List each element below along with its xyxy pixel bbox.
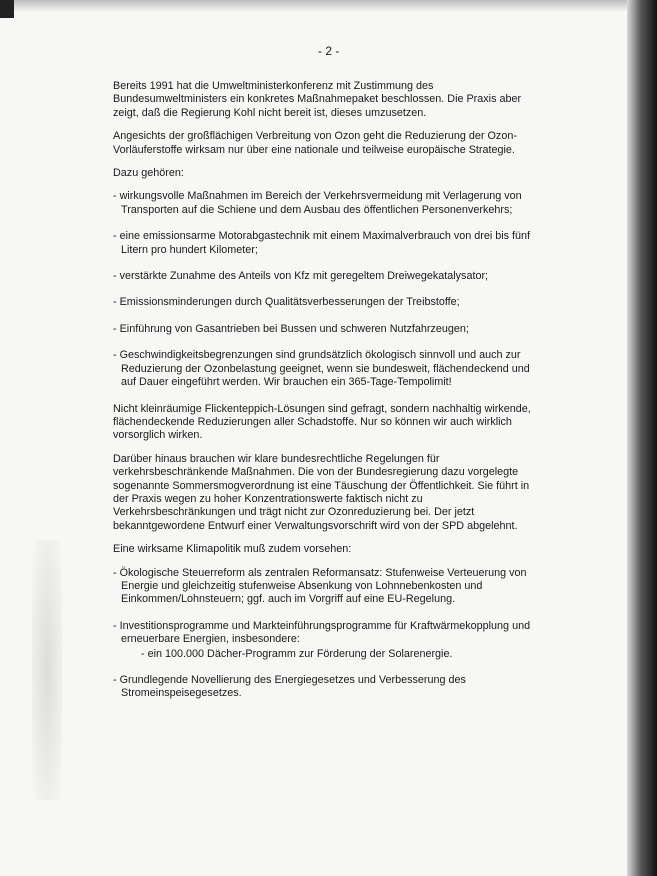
scan-top-shadow xyxy=(0,0,657,12)
list-item: - Grundlegende Novellierung des Energiegesetzes und Verbesserung des Stromeinspeisegesetzes. xyxy=(113,674,466,700)
climate-policy-list xyxy=(113,567,543,701)
list-item: - wirkungsvolle Maßnahmen im Bereich der Verkehrsvermeidung mit Verlagerung von Transporten auf die Schiene und dem Ausbau des öffentlichen Personenverkehrs; xyxy=(113,190,522,216)
scan-corner-mark xyxy=(0,0,14,18)
paragraph-5: Darüber hinaus brauchen wir klare bundesrechtliche Regelungen für verkehrsbeschränkende Maßnahmen. Die von der Bundesregierung dazu vorgelegte sogenannte Sommersmogverordnung ist eine Täuschung der Öffentlichkeit. Sie führt in der Praxis wegen zu hoher Konzentrationswerte faktisch nicht zu Verkehrsbeschränkungen und trägt nicht zur Ozonreduzierung bei. Der jetzt bekanntgewordene Entwurf einer Verwaltungsvorschrift wird von der SPD abgelehnt. xyxy=(113,452,530,532)
list-item-text: - Investitionsprogramme und Markteinführungsprogramme für Kraftwärmekopplung und erneuerbare Energien, insbesondere: xyxy=(113,619,531,646)
list-item: - Einführung von Gasantrieben bei Bussen und schweren Nutzfahrzeugen; xyxy=(113,322,469,335)
scan-smudge xyxy=(32,540,62,800)
paragraph-4: Nicht kleinräumige Flickenteppich-Lösungen sind gefragt, sondern nachhaltig wirkende, flächendeckende Reduzierungen aller Schadstoffe. Nur so können wir auch wirklich vorsorglich wirken. xyxy=(113,402,531,442)
list-item: - Geschwindigkeitsbegrenzungen sind grundsätzlich ökologisch sinnvoll und auch zur Reduzierung der Ozonbelastung geeignet, wenn sie bundesweit, flächendeckend und auf Dauer eingeführt werden. Wir brauchen ein 365-Tage-Tempolimit! xyxy=(113,349,530,389)
measures-list xyxy=(113,190,543,389)
paragraph-3: Dazu gehören: xyxy=(113,167,184,180)
paragraph-2: Angesichts der großflächigen Verbreitung von Ozon geht die Reduzierung der Ozon-Vorläuferstoffe wirksam nur über eine nationale und teilweise europäische Strategie. xyxy=(113,130,517,156)
list-item: - eine emissionsarme Motorabgastechnik mit einem Maximalverbrauch von drei bis fünf Litern pro hundert Kilometer; xyxy=(113,230,531,256)
list-item xyxy=(113,620,543,661)
list-sub-item: - ein 100.000 Dächer-Programm zur Förderung der Solarenergie. xyxy=(141,647,453,660)
scan-right-shadow xyxy=(627,0,657,876)
document-body xyxy=(113,80,543,714)
list-item: - Ökologische Steuerreform als zentralen Reformansatz: Stufenweise Verteuerung von Energie und gleichzeitig stufenweise Absenkung von Lohnnebenkosten und Einkommen/Lohnsteuern; ggf. auch im Vorgriff auf eine EU-Regelung. xyxy=(113,566,527,606)
page-number: - 2 - xyxy=(318,44,340,58)
paragraph-6: Eine wirksame Klimapolitik muß zudem vorsehen: xyxy=(113,543,352,556)
list-item: - Emissionsminderungen durch Qualitätsverbesserungen der Treibstoffe; xyxy=(113,296,460,309)
list-item: - verstärkte Zunahme des Anteils von Kfz mit geregeltem Dreiwegekatalysator; xyxy=(113,270,489,283)
paragraph-1: Bereits 1991 hat die Umweltministerkonferenz mit Zustimmung des Bundesumweltministers ein konkretes Maßnahmepaket beschlossen. Die Praxis aber zeigt, daß die Regierung Kohl nicht bereit ist, dieses umzusetzen. xyxy=(113,80,522,119)
